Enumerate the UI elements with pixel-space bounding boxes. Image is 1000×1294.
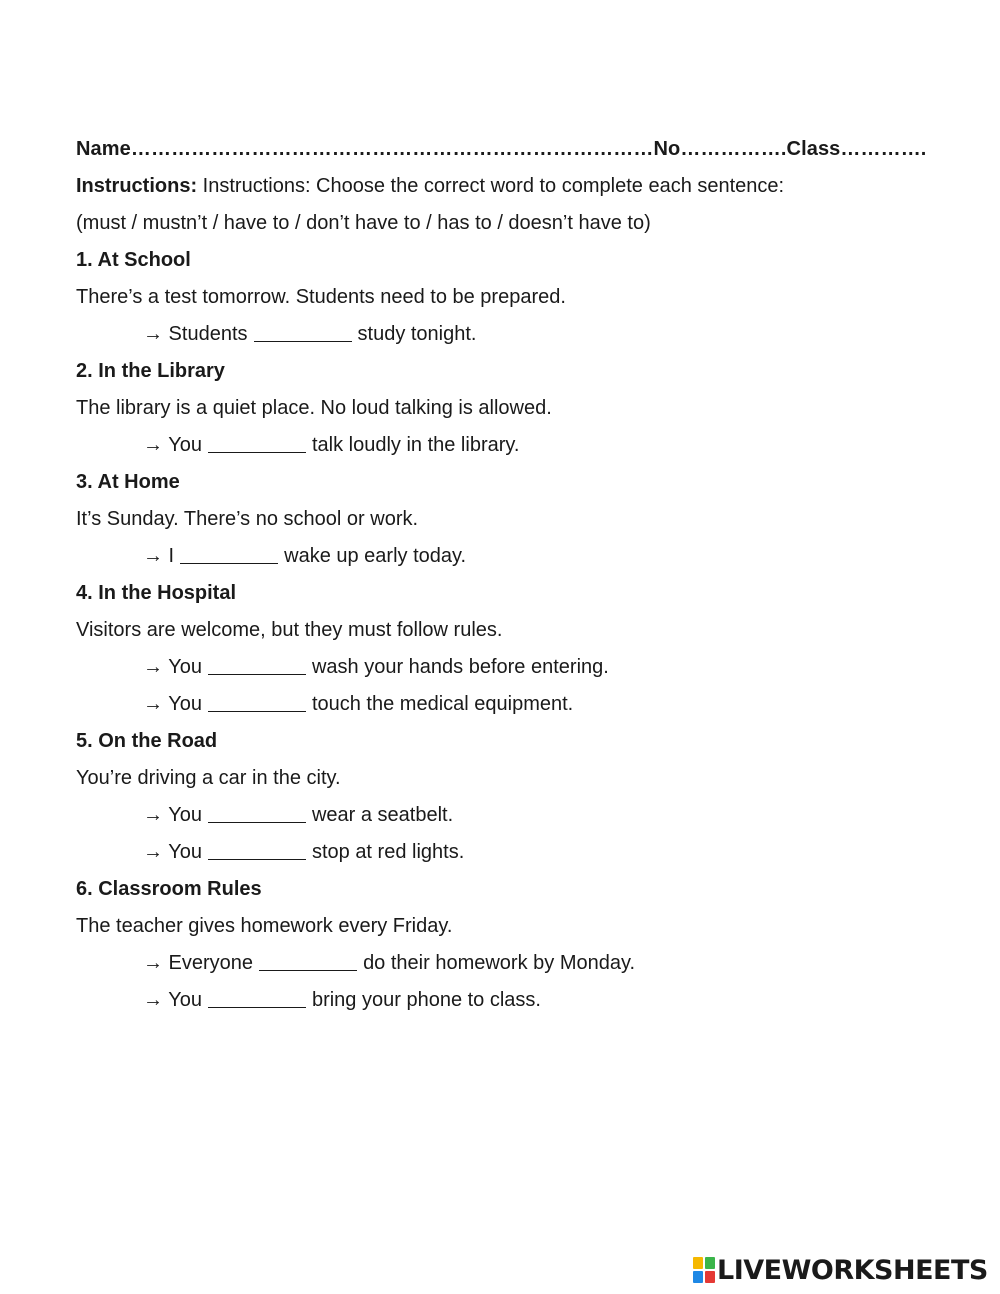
answer-blank[interactable] [180, 543, 278, 564]
section-title: 4. In the Hospital [76, 582, 237, 604]
class-label: Class [786, 138, 841, 160]
item-prefix: → I [143, 545, 175, 567]
section-title: 6. Classroom Rules [76, 878, 262, 900]
exercise-item [76, 538, 956, 575]
item-prefix: → You [143, 804, 202, 826]
no-field[interactable]: ……………. [680, 138, 787, 160]
item-suffix: bring your phone to class. [311, 989, 541, 1011]
exercise-item [76, 945, 956, 982]
logo-text: LIVEWORKSHEETS [717, 1254, 988, 1286]
item-prefix: → You [143, 989, 202, 1011]
liveworksheets-logo [693, 1253, 988, 1287]
logo-mark-icon [693, 1257, 715, 1283]
item-suffix: study tonight. [357, 323, 477, 345]
worksheet [76, 131, 956, 1019]
section-title: 2. In the Library [76, 360, 225, 382]
logo-square-green [705, 1257, 715, 1269]
answer-blank[interactable] [208, 802, 306, 823]
item-suffix: wash your hands before entering. [311, 656, 609, 678]
exercise-item [76, 797, 956, 834]
logo-square-blue [693, 1271, 703, 1283]
class-field[interactable]: …………. [840, 138, 927, 160]
item-suffix: wake up early today. [284, 545, 467, 567]
exercise-item [76, 982, 956, 1019]
item-suffix: wear a seatbelt. [311, 804, 454, 826]
exercise-sections [76, 242, 956, 1019]
section-context: The library is a quiet place. No loud talking is allowed. [76, 397, 552, 419]
instructions-label: Instructions: [76, 175, 198, 197]
exercise-item [76, 316, 956, 353]
item-suffix: talk loudly in the library. [311, 434, 520, 456]
item-suffix: touch the medical equipment. [311, 693, 574, 715]
no-label: No [653, 138, 681, 160]
section-title: 1. At School [76, 249, 191, 271]
word-options: (must / mustn’t / have to / don’t have to / has to / doesn’t have to) [76, 212, 651, 234]
item-prefix: → You [143, 656, 202, 678]
section-context: There’s a test tomorrow. Students need to be prepared. [76, 286, 566, 308]
answer-blank[interactable] [259, 950, 357, 971]
item-prefix: → You [143, 841, 202, 863]
exercise-item [76, 686, 956, 723]
header-line [76, 131, 956, 168]
exercise-item [76, 834, 956, 871]
item-prefix: → Students [143, 323, 248, 345]
item-suffix: do their homework by Monday. [363, 952, 636, 974]
section-context: It’s Sunday. There’s no school or work. [76, 508, 419, 530]
item-prefix: → Everyone [143, 952, 254, 974]
exercise-item [76, 649, 956, 686]
section-title: 3. At Home [76, 471, 180, 493]
section-context: Visitors are welcome, but they must follow rules. [76, 619, 503, 641]
instructions [76, 168, 956, 205]
answer-blank[interactable] [208, 691, 306, 712]
answer-blank[interactable] [208, 654, 306, 675]
answer-blank[interactable] [208, 432, 306, 453]
section-context: You’re driving a car in the city. [76, 767, 341, 789]
answer-blank[interactable] [208, 839, 306, 860]
answer-blank[interactable] [254, 321, 352, 342]
section-title: 5. On the Road [76, 730, 218, 752]
item-suffix: stop at red lights. [311, 841, 465, 863]
section-context: The teacher gives homework every Friday. [76, 915, 453, 937]
name-label: Name [76, 138, 131, 160]
answer-blank[interactable] [208, 987, 306, 1008]
name-field[interactable]: …………………………………………………………………… [130, 138, 654, 160]
logo-square-red [705, 1271, 715, 1283]
exercise-item [76, 427, 956, 464]
logo-square-yellow [693, 1257, 703, 1269]
item-prefix: → You [143, 693, 202, 715]
item-prefix: → You [143, 434, 202, 456]
instructions-text: Instructions: Choose the correct word to complete each sentence: [197, 175, 785, 197]
